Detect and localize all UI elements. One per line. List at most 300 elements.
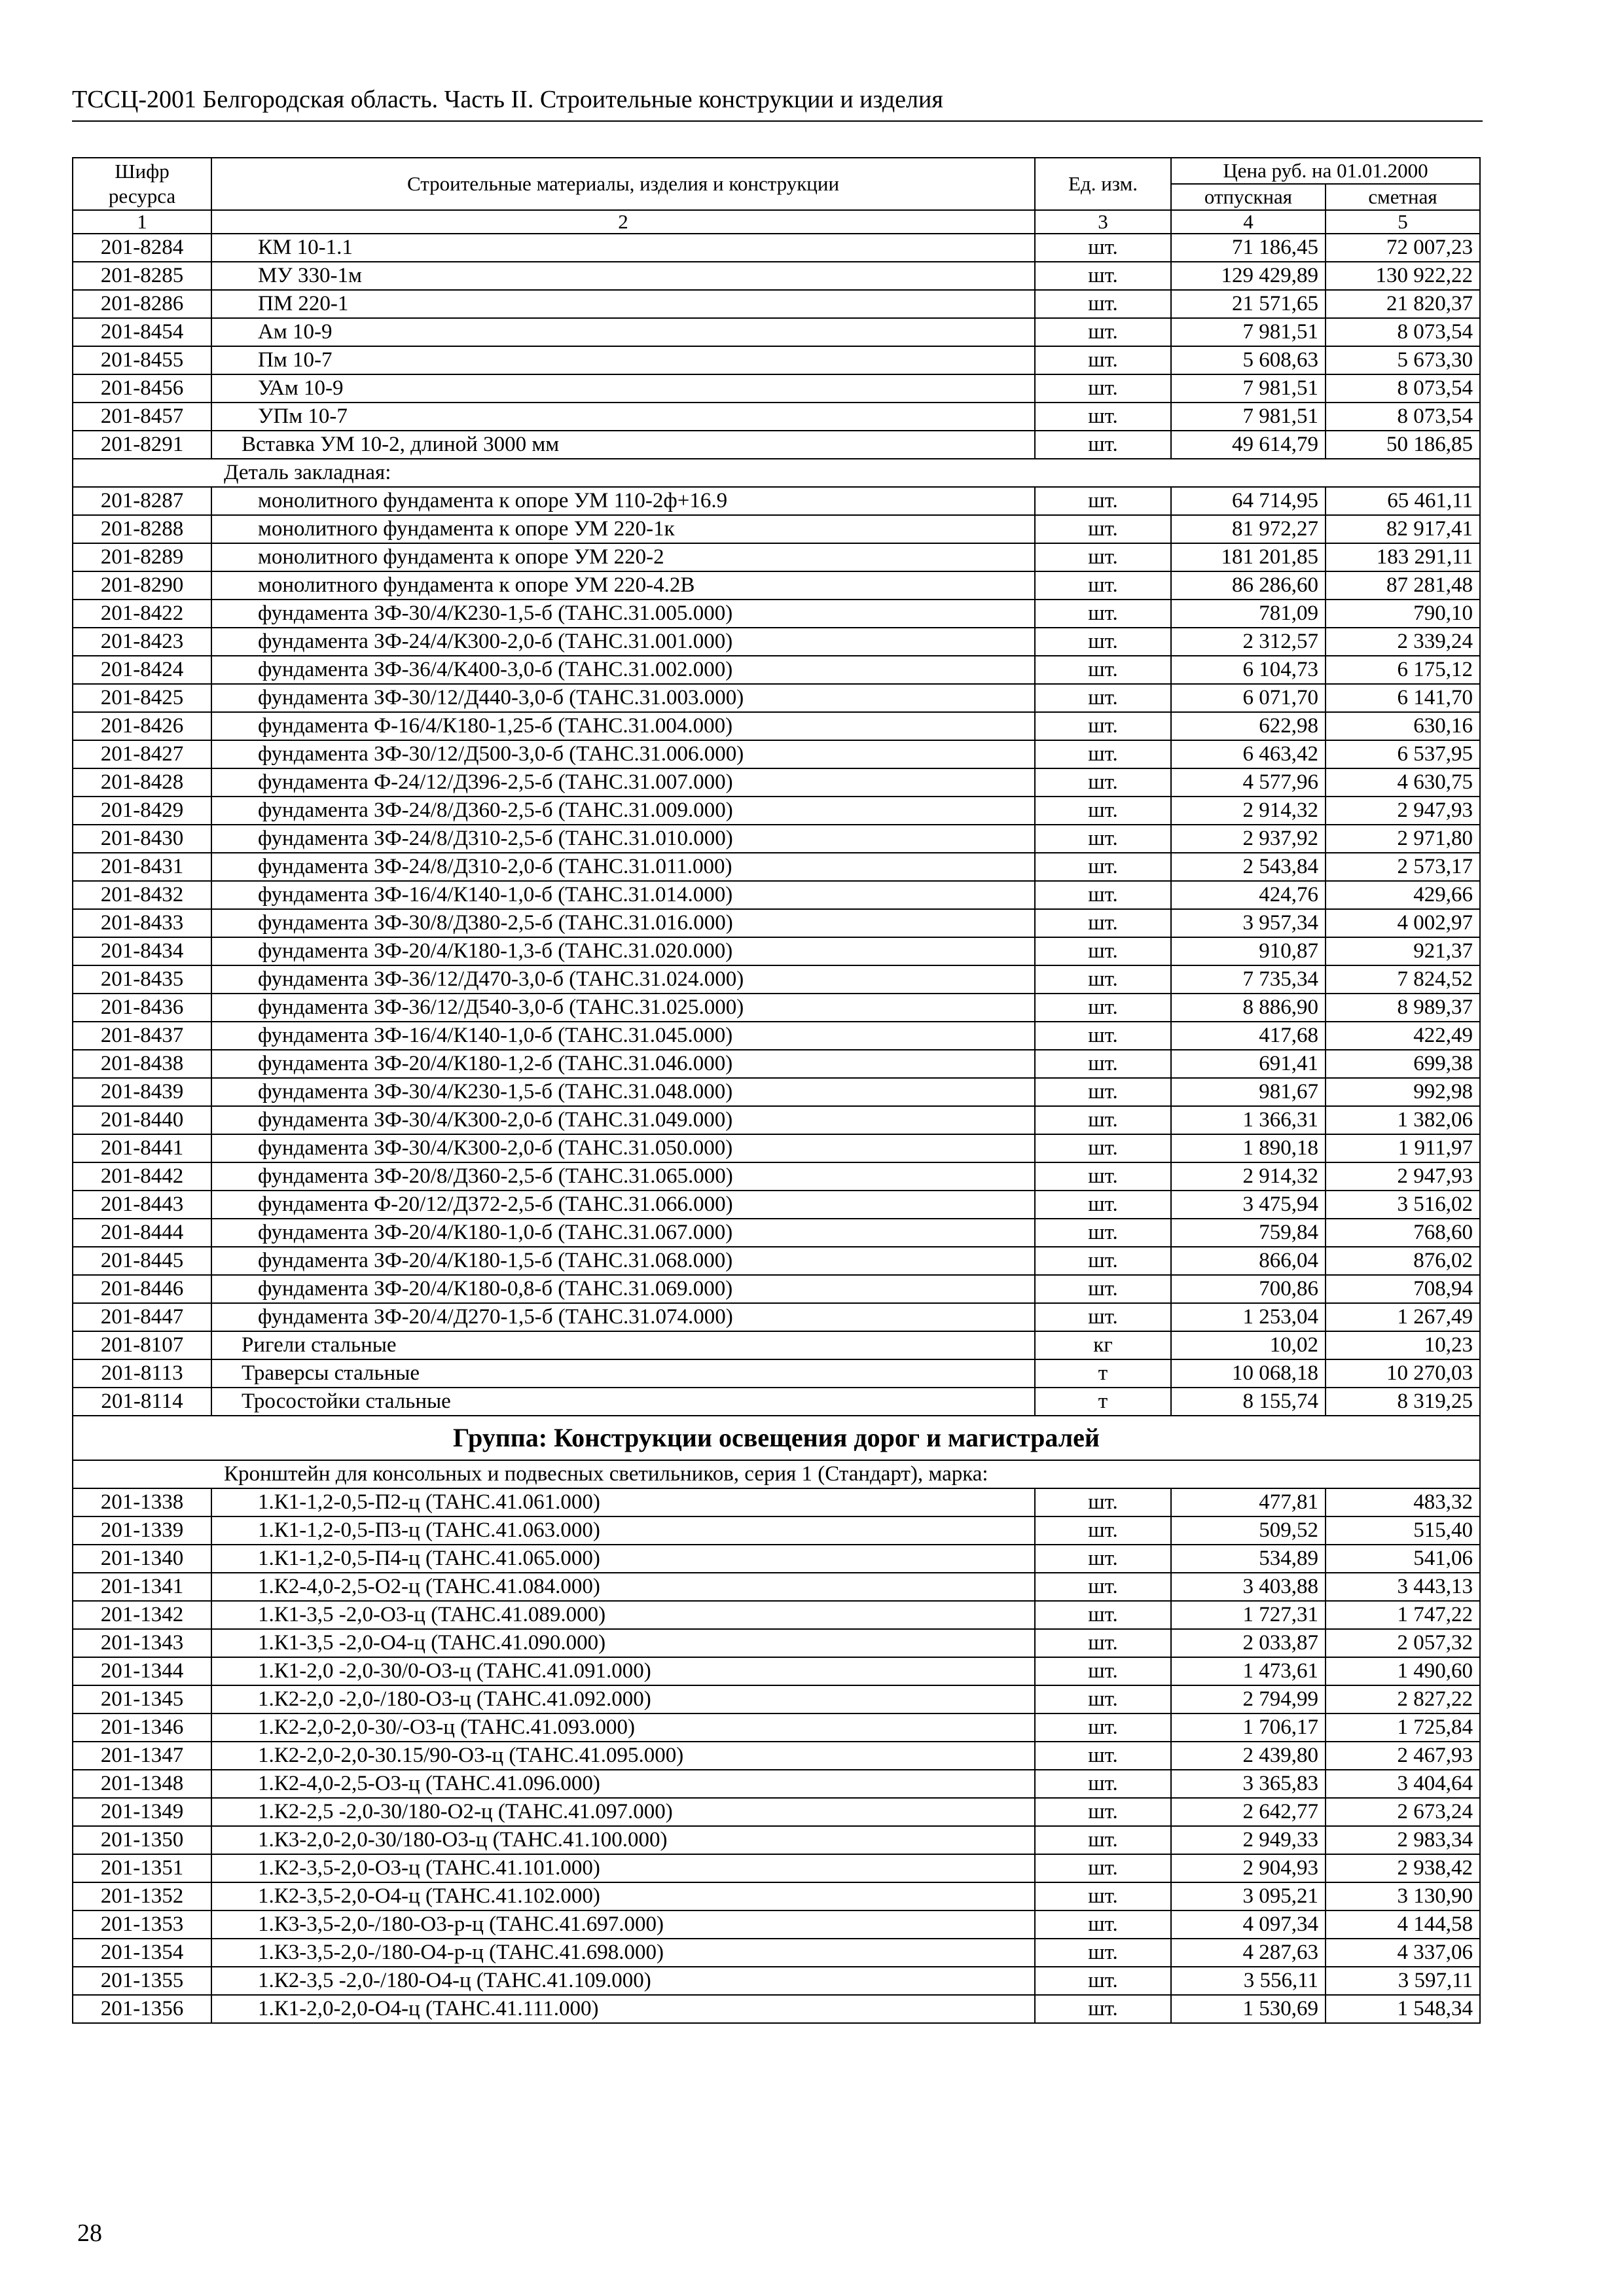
unit-cell: шт. bbox=[1035, 965, 1171, 994]
unit-cell: шт. bbox=[1035, 403, 1171, 431]
unit-cell: т bbox=[1035, 1388, 1171, 1416]
table-row bbox=[73, 1573, 1480, 1601]
resource-name-cell: Пм 10-7 bbox=[211, 346, 1035, 374]
estimate-price-cell: 2 573,17 bbox=[1326, 853, 1480, 881]
resource-code-cell: 201-1338 bbox=[73, 1488, 211, 1516]
release-price-cell: 1 253,04 bbox=[1171, 1303, 1326, 1331]
estimate-price-cell: 3 516,02 bbox=[1326, 1191, 1480, 1219]
release-price-cell: 759,84 bbox=[1171, 1219, 1326, 1247]
estimate-price-cell: 4 337,06 bbox=[1326, 1939, 1480, 1967]
unit-cell: шт. bbox=[1035, 1798, 1171, 1826]
table-row bbox=[73, 262, 1480, 290]
resource-code-cell: 201-8455 bbox=[73, 346, 211, 374]
resource-code-cell: 201-1355 bbox=[73, 1967, 211, 1995]
resource-code-cell: 201-1345 bbox=[73, 1685, 211, 1713]
table-row bbox=[73, 1078, 1480, 1106]
estimate-price-cell: 3 597,11 bbox=[1326, 1967, 1480, 1995]
resource-name-cell: 1.К1-3,5 -2,0-О4-ц (ТАНС.41.090.000) bbox=[211, 1629, 1035, 1657]
resource-name-cell: фундамента ЗФ-20/4/К180-0,8-б (ТАНС.31.069.000) bbox=[211, 1275, 1035, 1303]
estimate-price-cell: 1 911,97 bbox=[1326, 1134, 1480, 1162]
unit-cell: шт. bbox=[1035, 600, 1171, 628]
estimate-price-cell: 1 267,49 bbox=[1326, 1303, 1480, 1331]
release-price-cell: 1 727,31 bbox=[1171, 1601, 1326, 1629]
estimate-price-cell: 8 073,54 bbox=[1326, 318, 1480, 346]
estimate-price-cell: 87 281,48 bbox=[1326, 571, 1480, 600]
estimate-price-cell: 790,10 bbox=[1326, 600, 1480, 628]
unit-cell: шт. bbox=[1035, 1854, 1171, 1882]
header-code: Шифр ресурса bbox=[73, 158, 211, 210]
resource-name-cell: 1.К2-3,5-2,0-О4-ц (ТАНС.41.102.000) bbox=[211, 1882, 1035, 1910]
release-price-cell: 4 097,34 bbox=[1171, 1910, 1326, 1939]
resource-code-cell: 201-1339 bbox=[73, 1516, 211, 1545]
resource-code-cell: 201-8435 bbox=[73, 965, 211, 994]
estimate-price-cell: 429,66 bbox=[1326, 881, 1480, 909]
resource-code-cell: 201-8431 bbox=[73, 853, 211, 881]
resource-code-cell: 201-8457 bbox=[73, 403, 211, 431]
table-row bbox=[73, 853, 1480, 881]
resource-code-cell: 201-8424 bbox=[73, 656, 211, 684]
estimate-price-cell: 483,32 bbox=[1326, 1488, 1480, 1516]
resource-name-cell: 1.К2-3,5 -2,0-/180-О4-ц (ТАНС.41.109.000) bbox=[211, 1967, 1035, 1995]
table-row bbox=[73, 1713, 1480, 1742]
estimate-price-cell: 630,16 bbox=[1326, 712, 1480, 740]
group-heading-row bbox=[73, 1416, 1480, 1460]
resource-code-cell: 201-8446 bbox=[73, 1275, 211, 1303]
estimate-price-cell: 992,98 bbox=[1326, 1078, 1480, 1106]
resource-name-cell: 1.К3-3,5-2,0-/180-О3-р-ц (ТАНС.41.697.000) bbox=[211, 1910, 1035, 1939]
table-row bbox=[73, 543, 1480, 571]
header-estimate-price: сметная bbox=[1326, 184, 1480, 210]
table-row bbox=[73, 881, 1480, 909]
unit-cell: шт. bbox=[1035, 994, 1171, 1022]
estimate-price-cell: 2 947,93 bbox=[1326, 1162, 1480, 1191]
estimate-price-cell: 5 673,30 bbox=[1326, 346, 1480, 374]
release-price-cell: 2 904,93 bbox=[1171, 1854, 1326, 1882]
table-row bbox=[73, 684, 1480, 712]
resource-name-cell: Ригели стальные bbox=[211, 1331, 1035, 1359]
resource-code-cell: 201-8432 bbox=[73, 881, 211, 909]
table-row bbox=[73, 1967, 1480, 1995]
resource-name-cell: фундамента ЗФ-36/4/К400-3,0-б (ТАНС.31.002.000) bbox=[211, 656, 1035, 684]
resource-name-cell: фундамента ЗФ-24/8/Д310-2,0-б (ТАНС.31.011.000) bbox=[211, 853, 1035, 881]
resource-name-cell: Тросостойки стальные bbox=[211, 1388, 1035, 1416]
estimate-price-cell: 65 461,11 bbox=[1326, 487, 1480, 515]
unit-cell: шт. bbox=[1035, 1219, 1171, 1247]
estimate-price-cell: 1 382,06 bbox=[1326, 1106, 1480, 1134]
release-price-cell: 181 201,85 bbox=[1171, 543, 1326, 571]
table-row bbox=[73, 318, 1480, 346]
table-row bbox=[73, 290, 1480, 318]
table-row bbox=[73, 1275, 1480, 1303]
release-price-cell: 700,86 bbox=[1171, 1275, 1326, 1303]
estimate-price-cell: 82 917,41 bbox=[1326, 515, 1480, 543]
resource-name-cell: фундамента ЗФ-20/4/Д270-1,5-б (ТАНС.31.074.000) bbox=[211, 1303, 1035, 1331]
resource-code-cell: 201-1351 bbox=[73, 1854, 211, 1882]
estimate-price-cell: 876,02 bbox=[1326, 1247, 1480, 1275]
estimate-price-cell: 1 548,34 bbox=[1326, 1995, 1480, 2023]
resource-code-cell: 201-8454 bbox=[73, 318, 211, 346]
unit-cell: шт. bbox=[1035, 1995, 1171, 2023]
release-price-cell: 3 475,94 bbox=[1171, 1191, 1326, 1219]
table-row bbox=[73, 1022, 1480, 1050]
unit-cell: шт. bbox=[1035, 1573, 1171, 1601]
price-table bbox=[72, 157, 1481, 2024]
resource-name-cell: 1.К2-2,0-2,0-30/-О3-ц (ТАНС.41.093.000) bbox=[211, 1713, 1035, 1742]
release-price-cell: 910,87 bbox=[1171, 937, 1326, 965]
release-price-cell: 2 794,99 bbox=[1171, 1685, 1326, 1713]
resource-code-cell: 201-1342 bbox=[73, 1601, 211, 1629]
release-price-cell: 8 886,90 bbox=[1171, 994, 1326, 1022]
unit-cell: шт. bbox=[1035, 825, 1171, 853]
header-release-price: отпускная bbox=[1171, 184, 1326, 210]
resource-name-cell: фундамента ЗФ-20/4/К180-1,3-б (ТАНС.31.020.000) bbox=[211, 937, 1035, 965]
table-header bbox=[73, 158, 1480, 234]
unit-cell: шт. bbox=[1035, 1488, 1171, 1516]
estimate-price-cell: 2 947,93 bbox=[1326, 797, 1480, 825]
estimate-price-cell: 541,06 bbox=[1326, 1545, 1480, 1573]
release-price-cell: 8 155,74 bbox=[1171, 1388, 1326, 1416]
unit-cell: шт. bbox=[1035, 937, 1171, 965]
resource-name-cell: 1.К2-4,0-2,5-О3-ц (ТАНС.41.096.000) bbox=[211, 1770, 1035, 1798]
resource-name-cell: фундамента ЗФ-24/4/К300-2,0-б (ТАНС.31.001.000) bbox=[211, 628, 1035, 656]
resource-code-cell: 201-8447 bbox=[73, 1303, 211, 1331]
estimate-price-cell: 422,49 bbox=[1326, 1022, 1480, 1050]
release-price-cell: 2 642,77 bbox=[1171, 1798, 1326, 1826]
resource-code-cell: 201-8290 bbox=[73, 571, 211, 600]
table-row bbox=[73, 1882, 1480, 1910]
release-price-cell: 7 981,51 bbox=[1171, 318, 1326, 346]
table-row bbox=[73, 1657, 1480, 1685]
release-price-cell: 86 286,60 bbox=[1171, 571, 1326, 600]
resource-code-cell: 201-8441 bbox=[73, 1134, 211, 1162]
resource-code-cell: 201-8440 bbox=[73, 1106, 211, 1134]
table-row bbox=[73, 346, 1480, 374]
table-row bbox=[73, 1939, 1480, 1967]
resource-name-cell: фундамента ЗФ-20/8/Д360-2,5-б (ТАНС.31.065.000) bbox=[211, 1162, 1035, 1191]
resource-code-cell: 201-8442 bbox=[73, 1162, 211, 1191]
resource-code-cell: 201-8423 bbox=[73, 628, 211, 656]
release-price-cell: 866,04 bbox=[1171, 1247, 1326, 1275]
table-row bbox=[73, 515, 1480, 543]
resource-name-cell: фундамента Ф-20/12/Д372-2,5-б (ТАНС.31.066.000) bbox=[211, 1191, 1035, 1219]
table-row bbox=[73, 1995, 1480, 2023]
unit-cell: шт. bbox=[1035, 487, 1171, 515]
estimate-price-cell: 8 073,54 bbox=[1326, 374, 1480, 403]
resource-code-cell: 201-8422 bbox=[73, 600, 211, 628]
table-row bbox=[73, 1601, 1480, 1629]
estimate-price-cell: 2 339,24 bbox=[1326, 628, 1480, 656]
resource-code-cell: 201-8428 bbox=[73, 768, 211, 797]
estimate-price-cell: 921,37 bbox=[1326, 937, 1480, 965]
table-row bbox=[73, 487, 1480, 515]
table-row bbox=[73, 740, 1480, 768]
estimate-price-cell: 515,40 bbox=[1326, 1516, 1480, 1545]
unit-cell: шт. bbox=[1035, 881, 1171, 909]
table-row bbox=[73, 656, 1480, 684]
estimate-price-cell: 708,94 bbox=[1326, 1275, 1480, 1303]
estimate-price-cell: 2 938,42 bbox=[1326, 1854, 1480, 1882]
release-price-cell: 2 914,32 bbox=[1171, 1162, 1326, 1191]
estimate-price-cell: 1 490,60 bbox=[1326, 1657, 1480, 1685]
group-heading: Группа: Конструкции освещения дорог и магистралей bbox=[73, 1416, 1480, 1460]
resource-code-cell: 201-8107 bbox=[73, 1331, 211, 1359]
release-price-cell: 2 949,33 bbox=[1171, 1826, 1326, 1854]
release-price-cell: 1 366,31 bbox=[1171, 1106, 1326, 1134]
table-row bbox=[73, 431, 1480, 459]
release-price-cell: 3 556,11 bbox=[1171, 1967, 1326, 1995]
table-row bbox=[73, 600, 1480, 628]
resource-code-cell: 201-8434 bbox=[73, 937, 211, 965]
resource-name-cell: фундамента ЗФ-24/8/Д310-2,5-б (ТАНС.31.010.000) bbox=[211, 825, 1035, 853]
resource-code-cell: 201-8436 bbox=[73, 994, 211, 1022]
table-row bbox=[73, 994, 1480, 1022]
estimate-price-cell: 3 130,90 bbox=[1326, 1882, 1480, 1910]
resource-name-cell: монолитного фундамента к опоре УМ 220-2 bbox=[211, 543, 1035, 571]
estimate-price-cell: 3 443,13 bbox=[1326, 1573, 1480, 1601]
resource-code-cell: 201-8430 bbox=[73, 825, 211, 853]
unit-cell: шт. bbox=[1035, 1106, 1171, 1134]
resource-name-cell: 1.К1-3,5 -2,0-О3-ц (ТАНС.41.089.000) bbox=[211, 1601, 1035, 1629]
table-row bbox=[73, 403, 1480, 431]
resource-code-cell: 201-8443 bbox=[73, 1191, 211, 1219]
resource-code-cell: 201-8444 bbox=[73, 1219, 211, 1247]
estimate-price-cell: 1 747,22 bbox=[1326, 1601, 1480, 1629]
unit-cell: т bbox=[1035, 1359, 1171, 1388]
unit-cell: шт. bbox=[1035, 1882, 1171, 1910]
estimate-price-cell: 4 630,75 bbox=[1326, 768, 1480, 797]
unit-cell: шт. bbox=[1035, 346, 1171, 374]
resource-code-cell: 201-8437 bbox=[73, 1022, 211, 1050]
release-price-cell: 1 473,61 bbox=[1171, 1657, 1326, 1685]
unit-cell: шт. bbox=[1035, 234, 1171, 262]
resource-name-cell: фундамента ЗФ-20/4/К180-1,2-б (ТАНС.31.046.000) bbox=[211, 1050, 1035, 1078]
estimate-price-cell: 50 186,85 bbox=[1326, 431, 1480, 459]
unit-cell: шт. bbox=[1035, 1657, 1171, 1685]
table-row bbox=[73, 1050, 1480, 1078]
unit-cell: шт. bbox=[1035, 1629, 1171, 1657]
table-row bbox=[73, 234, 1480, 262]
release-price-cell: 2 543,84 bbox=[1171, 853, 1326, 881]
release-price-cell: 477,81 bbox=[1171, 1488, 1326, 1516]
release-price-cell: 81 972,27 bbox=[1171, 515, 1326, 543]
estimate-price-cell: 183 291,11 bbox=[1326, 543, 1480, 571]
resource-name-cell: фундамента ЗФ-16/4/К140-1,0-б (ТАНС.31.045.000) bbox=[211, 1022, 1035, 1050]
table-row bbox=[73, 1516, 1480, 1545]
table-row bbox=[73, 1331, 1480, 1359]
estimate-price-cell: 6 141,70 bbox=[1326, 684, 1480, 712]
unit-cell: шт. bbox=[1035, 1713, 1171, 1742]
page-number: 28 bbox=[77, 2219, 102, 2247]
estimate-price-cell: 2 827,22 bbox=[1326, 1685, 1480, 1713]
resource-name-cell: фундамента Ф-24/12/Д396-2,5-б (ТАНС.31.007.000) bbox=[211, 768, 1035, 797]
resource-code-cell: 201-1340 bbox=[73, 1545, 211, 1573]
resource-code-cell: 201-1346 bbox=[73, 1713, 211, 1742]
estimate-price-cell: 8 073,54 bbox=[1326, 403, 1480, 431]
resource-name-cell: МУ 330-1м bbox=[211, 262, 1035, 290]
estimate-price-cell: 2 673,24 bbox=[1326, 1798, 1480, 1826]
resource-code-cell: 201-8287 bbox=[73, 487, 211, 515]
resource-name-cell: 1.К2-4,0-2,5-О2-ц (ТАНС.41.084.000) bbox=[211, 1573, 1035, 1601]
unit-cell: шт. bbox=[1035, 684, 1171, 712]
resource-name-cell: Вставка УМ 10-2, длиной 3000 мм bbox=[211, 431, 1035, 459]
release-price-cell: 10 068,18 bbox=[1171, 1359, 1326, 1388]
release-price-cell: 1 706,17 bbox=[1171, 1713, 1326, 1742]
resource-name-cell: фундамента ЗФ-36/12/Д470-3,0-б (ТАНС.31.024.000) bbox=[211, 965, 1035, 994]
estimate-price-cell: 2 971,80 bbox=[1326, 825, 1480, 853]
resource-code-cell: 201-1348 bbox=[73, 1770, 211, 1798]
resource-code-cell: 201-8113 bbox=[73, 1359, 211, 1388]
estimate-price-cell: 72 007,23 bbox=[1326, 234, 1480, 262]
unit-cell: шт. bbox=[1035, 1303, 1171, 1331]
release-price-cell: 417,68 bbox=[1171, 1022, 1326, 1050]
header-name: Строительные материалы, изделия и конструкции bbox=[211, 158, 1035, 210]
table-row bbox=[73, 825, 1480, 853]
release-price-cell: 622,98 bbox=[1171, 712, 1326, 740]
resource-name-cell: фундамента ЗФ-20/4/К180-1,5-б (ТАНС.31.068.000) bbox=[211, 1247, 1035, 1275]
unit-cell: шт. bbox=[1035, 543, 1171, 571]
table-row bbox=[73, 1742, 1480, 1770]
table-row bbox=[73, 1219, 1480, 1247]
resource-name-cell: фундамента ЗФ-16/4/К140-1,0-б (ТАНС.31.014.000) bbox=[211, 881, 1035, 909]
unit-cell: шт. bbox=[1035, 1191, 1171, 1219]
unit-cell: шт. bbox=[1035, 909, 1171, 937]
resource-code-cell: 201-1354 bbox=[73, 1939, 211, 1967]
column-number-row bbox=[73, 210, 1480, 234]
colnum: 4 bbox=[1171, 210, 1326, 234]
release-price-cell: 6 463,42 bbox=[1171, 740, 1326, 768]
table-row bbox=[73, 1798, 1480, 1826]
estimate-price-cell: 3 404,64 bbox=[1326, 1770, 1480, 1798]
estimate-price-cell: 21 820,37 bbox=[1326, 290, 1480, 318]
unit-cell: шт. bbox=[1035, 515, 1171, 543]
table-row bbox=[73, 1685, 1480, 1713]
release-price-cell: 7 981,51 bbox=[1171, 374, 1326, 403]
release-price-cell: 3 095,21 bbox=[1171, 1882, 1326, 1910]
unit-cell: шт. bbox=[1035, 1545, 1171, 1573]
estimate-price-cell: 10 270,03 bbox=[1326, 1359, 1480, 1388]
estimate-price-cell: 699,38 bbox=[1326, 1050, 1480, 1078]
resource-code-cell: 201-1343 bbox=[73, 1629, 211, 1657]
table-row bbox=[73, 1854, 1480, 1882]
resource-name-cell: фундамента ЗФ-24/8/Д360-2,5-б (ТАНС.31.009.000) bbox=[211, 797, 1035, 825]
estimate-price-cell: 1 725,84 bbox=[1326, 1713, 1480, 1742]
unit-cell: шт. bbox=[1035, 1275, 1171, 1303]
unit-cell: шт. bbox=[1035, 1770, 1171, 1798]
unit-cell: шт. bbox=[1035, 1601, 1171, 1629]
table-row bbox=[73, 768, 1480, 797]
unit-cell: шт. bbox=[1035, 740, 1171, 768]
resource-code-cell: 201-1356 bbox=[73, 1995, 211, 2023]
release-price-cell: 10,02 bbox=[1171, 1331, 1326, 1359]
estimate-price-cell: 6 175,12 bbox=[1326, 656, 1480, 684]
estimate-price-cell: 7 824,52 bbox=[1326, 965, 1480, 994]
table-row bbox=[73, 1629, 1480, 1657]
resource-code-cell: 201-8427 bbox=[73, 740, 211, 768]
unit-cell: шт. bbox=[1035, 1247, 1171, 1275]
table-row bbox=[73, 628, 1480, 656]
release-price-cell: 981,67 bbox=[1171, 1078, 1326, 1106]
resource-name-cell: 1.К2-2,0 -2,0-/180-О3-ц (ТАНС.41.092.000) bbox=[211, 1685, 1035, 1713]
resource-name-cell: 1.К2-2,0-2,0-30.15/90-О3-ц (ТАНС.41.095.000) bbox=[211, 1742, 1035, 1770]
unit-cell: шт. bbox=[1035, 712, 1171, 740]
resource-name-cell: УПм 10-7 bbox=[211, 403, 1035, 431]
header-unit: Ед. изм. bbox=[1035, 158, 1171, 210]
resource-code-cell: 201-8285 bbox=[73, 262, 211, 290]
resource-name-cell: монолитного фундамента к опоре УМ 220-4.2В bbox=[211, 571, 1035, 600]
resource-name-cell: фундамента ЗФ-30/12/Д440-3,0-б (ТАНС.31.003.000) bbox=[211, 684, 1035, 712]
release-price-cell: 534,89 bbox=[1171, 1545, 1326, 1573]
resource-name-cell: фундамента ЗФ-20/4/К180-1,0-б (ТАНС.31.067.000) bbox=[211, 1219, 1035, 1247]
release-price-cell: 3 403,88 bbox=[1171, 1573, 1326, 1601]
unit-cell: шт. bbox=[1035, 1910, 1171, 1939]
resource-name-cell: фундамента Ф-16/4/К180-1,25-б (ТАНС.31.004.000) bbox=[211, 712, 1035, 740]
table-row bbox=[73, 1359, 1480, 1388]
release-price-cell: 2 439,80 bbox=[1171, 1742, 1326, 1770]
unit-cell: шт. bbox=[1035, 1078, 1171, 1106]
estimate-price-cell: 8 989,37 bbox=[1326, 994, 1480, 1022]
unit-cell: шт. bbox=[1035, 768, 1171, 797]
unit-cell: шт. bbox=[1035, 853, 1171, 881]
unit-cell: шт. bbox=[1035, 571, 1171, 600]
unit-cell: шт. bbox=[1035, 1685, 1171, 1713]
resource-code-cell: 201-8426 bbox=[73, 712, 211, 740]
table-row bbox=[73, 797, 1480, 825]
resource-name-cell: УАм 10-9 bbox=[211, 374, 1035, 403]
table-row bbox=[73, 374, 1480, 403]
release-price-cell: 4 287,63 bbox=[1171, 1939, 1326, 1967]
resource-code-cell: 201-8284 bbox=[73, 234, 211, 262]
resource-code-cell: 201-1353 bbox=[73, 1910, 211, 1939]
estimate-price-cell: 8 319,25 bbox=[1326, 1388, 1480, 1416]
section-heading: Кронштейн для консольных и подвесных светильников, серия 1 (Стандарт), марка: bbox=[73, 1460, 1480, 1488]
resource-code-cell: 201-8438 bbox=[73, 1050, 211, 1078]
release-price-cell: 781,09 bbox=[1171, 600, 1326, 628]
estimate-price-cell: 768,60 bbox=[1326, 1219, 1480, 1247]
colnum: 1 bbox=[73, 210, 211, 234]
release-price-cell: 6 071,70 bbox=[1171, 684, 1326, 712]
resource-name-cell: 1.К3-3,5-2,0-/180-О4-р-ц (ТАНС.41.698.000) bbox=[211, 1939, 1035, 1967]
resource-name-cell: фундамента ЗФ-30/4/К300-2,0-б (ТАНС.31.049.000) bbox=[211, 1106, 1035, 1134]
resource-name-cell: фундамента ЗФ-30/12/Д500-3,0-б (ТАНС.31.006.000) bbox=[211, 740, 1035, 768]
table-row bbox=[73, 1162, 1480, 1191]
unit-cell: шт. bbox=[1035, 1162, 1171, 1191]
resource-code-cell: 201-8439 bbox=[73, 1078, 211, 1106]
resource-code-cell: 201-8445 bbox=[73, 1247, 211, 1275]
page-header-title: ТССЦ-2001 Белгородская область. Часть II. Строительные конструкции и изделия bbox=[72, 84, 1483, 122]
resource-name-cell: фундамента ЗФ-30/4/К300-2,0-б (ТАНС.31.050.000) bbox=[211, 1134, 1035, 1162]
colnum: 5 bbox=[1326, 210, 1480, 234]
release-price-cell: 21 571,65 bbox=[1171, 290, 1326, 318]
resource-name-cell: фундамента ЗФ-30/4/К230-1,5-б (ТАНС.31.048.000) bbox=[211, 1078, 1035, 1106]
unit-cell: шт. bbox=[1035, 656, 1171, 684]
unit-cell: шт. bbox=[1035, 1516, 1171, 1545]
estimate-price-cell: 2 467,93 bbox=[1326, 1742, 1480, 1770]
estimate-price-cell: 6 537,95 bbox=[1326, 740, 1480, 768]
resource-name-cell: 1.К1-2,0-2,0-О4-ц (ТАНС.41.111.000) bbox=[211, 1995, 1035, 2023]
price-table-container bbox=[72, 157, 1479, 2024]
table-row bbox=[73, 1191, 1480, 1219]
estimate-price-cell: 130 922,22 bbox=[1326, 262, 1480, 290]
resource-name-cell: Ам 10-9 bbox=[211, 318, 1035, 346]
release-price-cell: 2 312,57 bbox=[1171, 628, 1326, 656]
unit-cell: шт. bbox=[1035, 262, 1171, 290]
resource-code-cell: 201-8289 bbox=[73, 543, 211, 571]
section-heading: Деталь закладная: bbox=[73, 459, 1480, 487]
resource-name-cell: 1.К1-1,2-0,5-П3-ц (ТАНС.41.063.000) bbox=[211, 1516, 1035, 1545]
resource-code-cell: 201-1349 bbox=[73, 1798, 211, 1826]
resource-code-cell: 201-8114 bbox=[73, 1388, 211, 1416]
unit-cell: шт. bbox=[1035, 1134, 1171, 1162]
